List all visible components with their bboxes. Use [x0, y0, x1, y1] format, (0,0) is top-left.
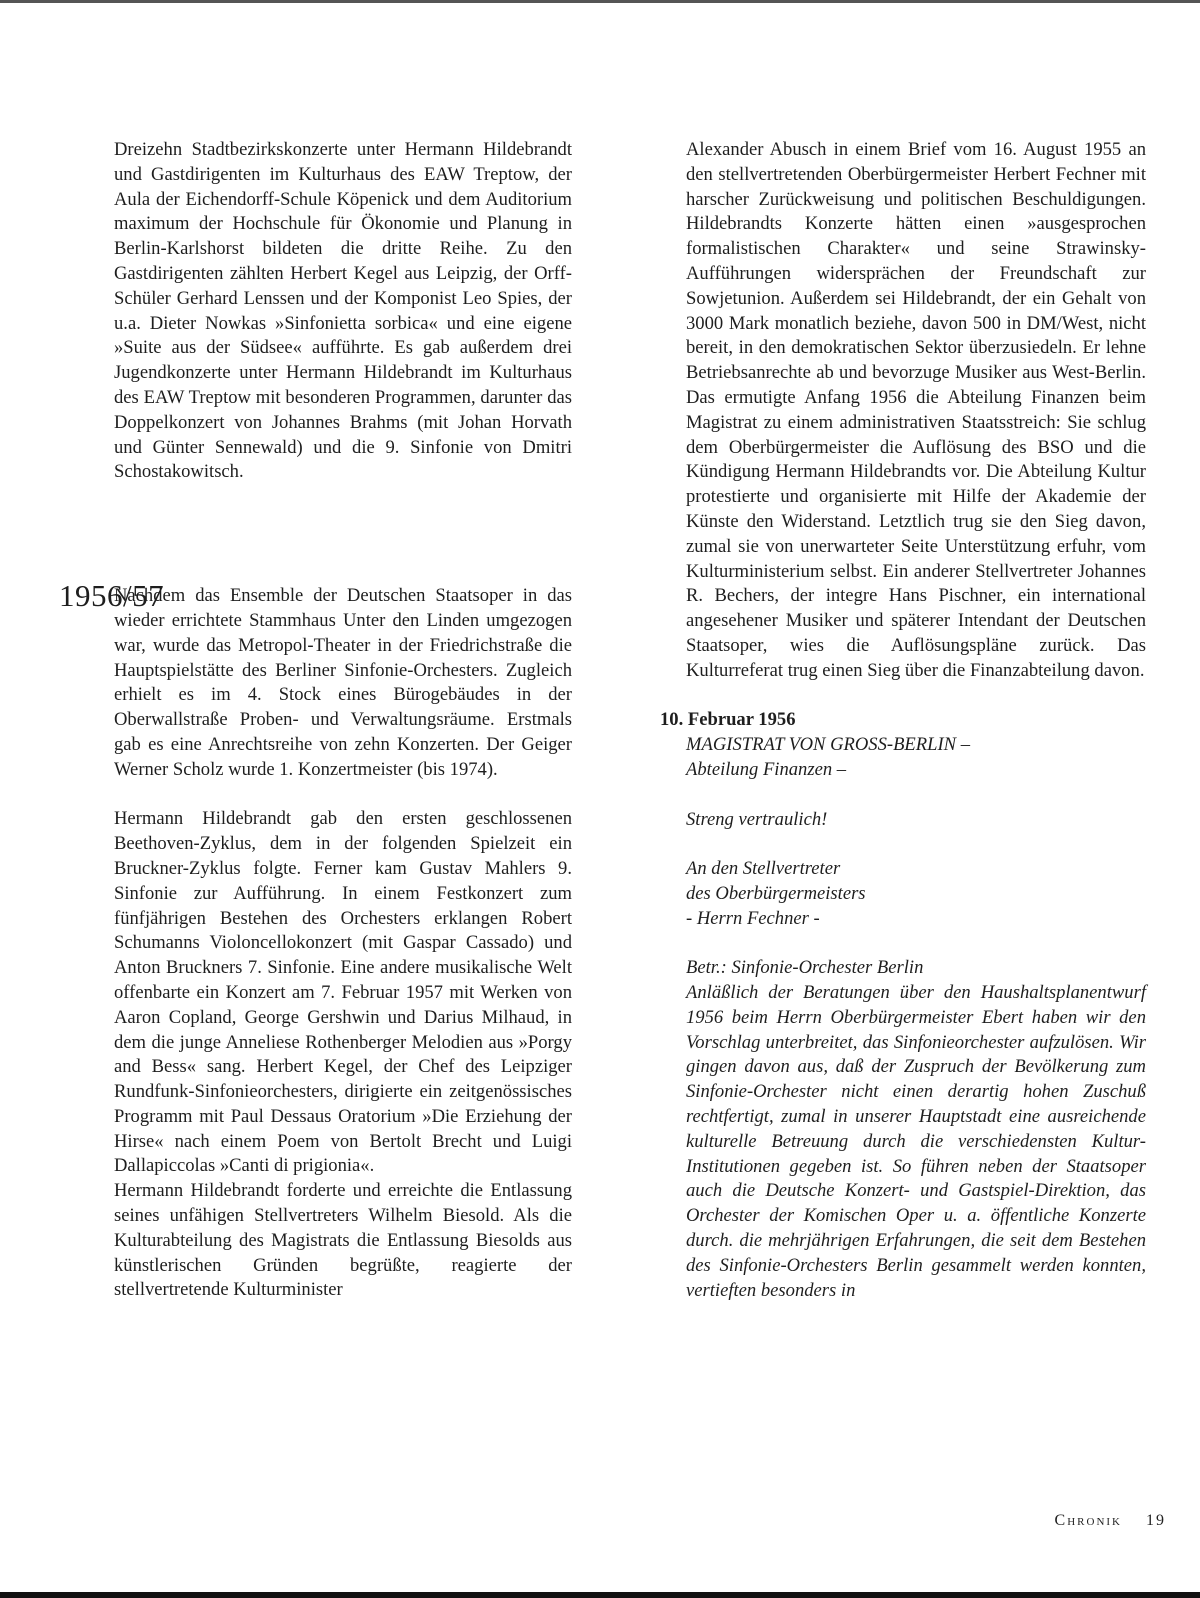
page-top-edge [0, 0, 1200, 3]
letter-body: Anläßlich der Beratungen über den Haushaltsplanentwurf 1956 beim Herrn Oberbürgermeister Ebert haben wir den Vorschlag unterbreitet, das Sinfonieorchester aufzulösen. Wir gingen davon aus, daß der Zuspruch der Bevölkerung zum Sinfonie-Orchester nicht einen derartig hohen Zuschuß rechtfertigt, zumal in unserer Hauptstadt eine ausreichende kulturelle Betreuung durch die verschiedensten Kultur-Institutionen gegeben ist. So führen neben der Staatsoper auch die Deutsche Konzert- und Gastspiel-Direktion, das Orchester der Komischen Oper u. a. öffentliche Konzerte durch. die mehrjährigen Erfahrungen, die seit dem Bestehen des Sinfonie-Orchesters Berlin gesammelt werden konnten, vertieften besonders in [686, 982, 1146, 1301]
page-number: 19 [1146, 1512, 1166, 1529]
letter-gap [686, 932, 1146, 957]
letter-addressee-line-1: An den Stellvertreter [686, 858, 841, 880]
paragraph-abusch-brief: Alexander Abusch in einem Brief vom 16. August 1955 an den stellvertretenden Oberbürgermeister Herbert Fechner mit harscher Zurückweisung und politischen Beschuldigungen. Hildebrandts Konzerte hätten einen »ausgesprochen formalistischen Charakter« und seine Strawinsky-Aufführungen widersprächen der Freundschaft zur Sowjetunion. Außerdem sei Hildebrandt, der ein Gehalt von 3000 Mark monatlich beziehe, davon 500 in DM/West, nicht bereit, in den demokratischen Sektor überzusiedeln. Er lehne Betriebsanrechte ab und bevorzuge Musiker aus West-Berlin. Das ermutigte Anfang 1956 die Abteilung Finanzen beim Magistrat zu einem administrativen Staatsstreich: Sie schlug dem Oberbürgermeister die Auflösung des BSO und die Kündigung Hermann Hildebrandts vor. Die Abteilung Kultur protestierte und organisierte mit Hilfe der Akademie der Künste den Widerstand. Letztlich trug sie den Sieg davon, zumal sie von unerwarteter Seite Unterstützung erfuhr, vom Kulturministerium selbst. Ein anderer Stellvertreter Johannes R. Bechers, der integre Hans Pischner, ein international angesehener Musiker und späterer Intendant der Deutschen Staatsoper, wies die Auflösungspläne zurück. Das Kulturreferat trug einen Sieg über die Finanzabteilung davon. [686, 139, 1146, 681]
page-bottom-edge [0, 1592, 1200, 1598]
letter-sender-line-1: MAGISTRAT VON GROSS-BERLIN – [686, 734, 971, 756]
section-heading-season: 1956/57 [59, 578, 165, 613]
paragraph-entlassung-biesold: Hermann Hildebrandt forderte und erreichte die Entlassung seines unfähigen Stellvertreters Wilhelm Biesold. Als die Kulturabteilung des Magistrats die Entlassung Biesolds aus künstlerischen Gründen begrüßte, reagierte der stellvertretende Kulturminister [114, 1180, 572, 1301]
letter-gap [686, 783, 1146, 808]
date-heading-row [660, 708, 1146, 733]
letter-confidential-note: Streng vertraulich! [686, 808, 828, 830]
letter-subject: Betr.: Sinfonie-Orchester Berlin [686, 957, 924, 979]
date-heading: 10. Februar 1956 [660, 709, 796, 731]
letter-addressee-line-3: - Herrn Fechner - [686, 907, 820, 929]
paragraph-metropol-theater: Nachdem das Ensemble der Deutschen Staatsoper in das wieder errichtete Stammhaus Unter den Linden umgezogen war, wurde das Metropol-Theater in der Friedrichstraße die Hauptspielstätte des Berliner Sinfonie-Orchesters. Zugleich erhielt es im 4. Stock eines Bürogebäudes in der Oberwallstraße Proben- und Verwaltungsräume. Erstmals gab es eine Anrechtsreihe von zehn Konzerten. Der Geiger Werner Scholz wurde 1. Konzertmeister (bis 1974). [114, 585, 572, 780]
paragraph-stadtbezirkskonzerte: Dreizehn Stadtbezirkskonzerte unter Hermann Hildebrandt und Gastdirigenten im Kulturhaus des EAW Treptow, der Aula der Eichendorff-Schule Köpenick und dem Auditorium maximum der Hochschule für Ökonomie und Planung in Berlin-Karlshorst bildeten die dritte Reihe. Zu den Gastdirigenten zählten Herbert Kegel aus Leipzig, der Orff-Schüler Gerhard Lenssen und der Komponist Leo Spies, der u.a. Dieter Nowkas »Sinfonietta sorbica« und eine eigene »Suite aus der Südsee« aufführte. Es gab außerdem drei Jugendkonzerte unter Hermann Hildebrandt im Kulturhaus des EAW Treptow mit besonderen Programmen, darunter das Doppelkonzert von Johannes Brahms (mit Johan Horvath und Günter Sennewald) und die 9. Sinfonie von Dmitri Schostakowitsch. [114, 139, 572, 483]
paragraph-gap [686, 684, 1146, 709]
paragraph-gap [114, 783, 572, 808]
page-footer [1055, 1512, 1166, 1530]
letter-addressee-line-2: des Oberbürgermeisters [686, 882, 866, 904]
paragraph-beethoven-zyklus: Hermann Hildebrandt gab den ersten geschlossenen Beethoven-Zyklus, dem in der folgenden Spielzeit ein Bruckner-Zyklus folgte. Ferner kam Gustav Mahlers 9. Sinfonie zur Aufführung. In einem Festkonzert zum fünfjährigen Bestehen des Orchesters erklangen Robert Schumanns Violoncellokonzert (mit Gaspar Cassado) und Anton Bruckners 7. Sinfonie. Eine andere musikalische Welt offenbarte ein Konzert am 7. Februar 1957 mit Werken von Aaron Copland, George Gershwin und Darius Milhaud, in dem die junge Anneliese Rothenberger Melodien aus »Porgy and Bess« sang. Herbert Kegel, der Chef des Leipziger Rundfunk-Sinfonieorchesters, dirigierte ein zeitgenössisches Programm mit Paul Dessaus Oratorium »Die Erziehung der Hirse« nach einem Poem von Bertolt Brecht und Luigi Dallapiccolas »Canti di prigionia«. [114, 808, 572, 1177]
letter-sender-line-2: Abteilung Finanzen – [686, 758, 847, 780]
letter-gap [686, 832, 1146, 857]
left-column [114, 138, 572, 1303]
running-footer-label: Chronik [1054, 1512, 1122, 1529]
heading-spacer [114, 485, 572, 584]
right-column [660, 138, 1146, 1303]
